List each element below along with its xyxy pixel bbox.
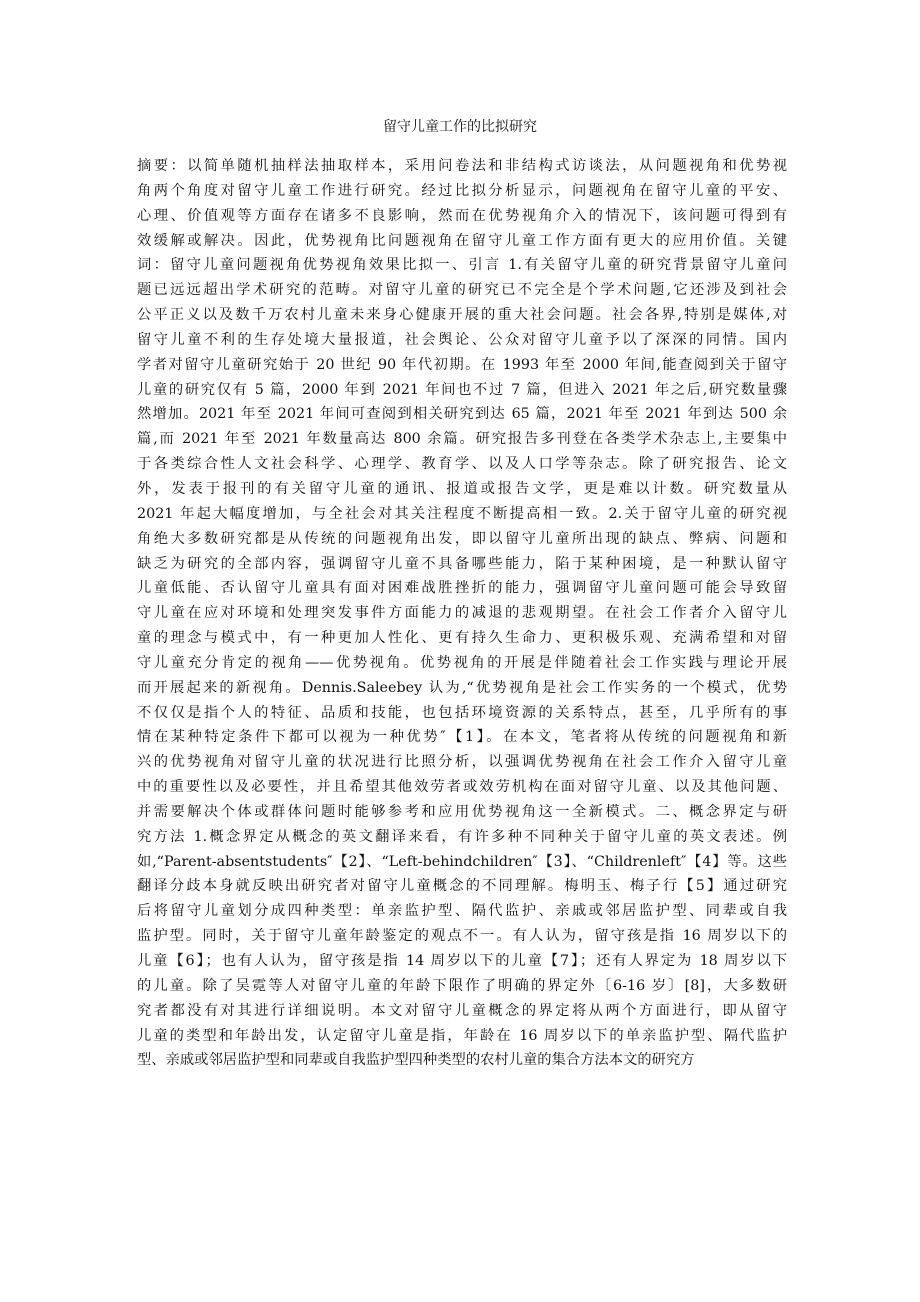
text-line: 学者对留守儿童研究始于 20 世纪 90 年代初期。在 1993 年至 2000 年间,能查阅到关于留守 [137,356,787,373]
text-line: 守儿童充分肯定的视角——优势视角。优势视角的开展是伴随着社会工作实践与理论开展 [137,654,787,671]
text-line: 留守儿童不利的生存处境大量报道，社会舆论、公众对留守儿童予以了深深的同情。国内 [137,331,787,348]
text-line: 摘要：以简单随机抽样法抽取样本，采用问卷法和非结构式访谈法，从问题视角和优势视 [137,158,787,174]
text-line: 缺乏为研究的全部内容，强调留守儿童不具备哪些能力，陷于某种困境，是一种默认留守 [137,555,787,572]
text-line: 型、亲戚或邻居监护型和同辈或自我监护型四种类型的农村儿童的集合方法本文的研究方 [137,1052,695,1069]
text-line: 2021 年起大幅度增加，与全社会对其关注程度不断提高相一致。2.关于留守儿童的研究视 [137,505,787,522]
text-line: 不仅仅是指个人的特征、品质和技能，也包括环境资源的关系特点，甚至，几乎所有的事 [137,704,787,721]
text-line: 然增加。2021 年至 2021 年间可查阅到相关研究到达 65 篇，2021 年至 2021 年到达 500 余 [137,406,787,423]
text-line: 而开展起来的新视角。Dennis.Saleebey 认为,“优势视角是社会工作实务的一个模式，优势 [137,679,787,696]
text-line: 儿童低能、否认留守儿童具有面对困难战胜挫折的能力，强调留守儿童问题可能会导致留 [137,580,787,597]
text-line: 心理、价值观等方面存在诸多不良影响，然而在优势视角介入的情况下，该问题可得到有 [137,207,787,224]
text-line: 于各类综合性人文社会科学、心理学、教育学、以及人口学等杂志。除了研究报告、论文 [137,456,787,473]
text-line: 外，发表于报刊的有关留守儿童的通讯、报道或报告文学，更是难以计数。研究数量从 [137,480,787,497]
text-line: 兴的优势视角对留守儿童的状况进行比照分析，以强调优势视角在社会工作介入留守儿童 [137,754,787,771]
document-body [137,154,787,1073]
text-line: 情在某种特定条件下都可以视为一种优势″【1】。在本文，笔者将从传统的问题视角和新 [137,729,787,746]
text-line: 题已远远超出学术研究的范畴。对留守儿童的研究已不完全是个学术问题,它还涉及到社会 [137,282,787,299]
text-line: 童的理念与模式中，有一种更加人性化、更有持久生命力、更积极乐观、充满希望和对留 [137,630,787,647]
text-line: 的儿童。除了吴霓等人对留守儿童的年龄下限作了明确的界定外〔6-16 岁〕[8]，大多数研 [137,977,787,994]
text-line: 守儿童在应对环境和处理突发事件方面能力的减退的悲观期望。在社会工作者介入留守儿 [137,605,787,622]
text-line: 翻译分歧本身就反映出研究者对留守儿童概念的不同理解。梅明玉、梅子行【5】通过研究 [137,878,787,895]
text-line: 后将留守儿童划分成四种类型：单亲监护型、隔代监护、亲戚或邻居监护型、同辈或自我 [137,903,787,920]
text-line: 篇,而 2021 年至 2021 年数量高达 800 余篇。研究报告多刊登在各类学术杂志上,主要集中 [137,431,787,448]
text-line: 儿童【6】；也有人认为，留守孩是指 14 周岁以下的儿童【7】；还有人界定为 18 周岁以下 [137,953,787,969]
text-line: 角两个角度对留守儿童工作进行研究。经过比拟分析显示，问题视角在留守儿童的平安、 [137,182,787,199]
text-line: 并需要解决个体或群体问题时能够参考和应用优势视角这一全新模式。二、概念界定与研 [137,803,787,820]
text-line: 如,“Parent-absentstudents″【2】、“Left-behindchildren″【3】、“Childrenleft″【4】等。这些 [137,853,787,870]
text-line: 究者都没有对其进行详细说明。本文对留守儿童概念的界定将从两个方面进行，即从留守 [137,1002,787,1019]
document-title: 留守儿童工作的比拟研究 [383,119,537,135]
text-line: 效缓解或解决。因此，优势视角比问题视角在留守儿童工作方面有更大的应用价值。关键 [137,232,787,249]
text-line: 儿童的类型和年龄出发，认定留守儿童是指，年龄在 16 周岁以下的单亲监护型、隔代监护 [137,1027,787,1044]
text-line: 儿童的研究仅有 5 篇，2000 年到 2021 年间也不过 7 篇，但进入 2021 年之后,研究数量骤 [137,381,787,398]
text-line: 究方法 1.概念界定从概念的英文翻译来看，有许多种不同种关于留守儿童的英文表述。例 [137,828,787,845]
text-line: 监护型。同时，关于留守儿童年龄鉴定的观点不一。有人认为，留守孩是指 16 周岁以下的 [137,928,787,945]
text-line: 中的重要性以及必要性，并且希望其他效劳者或效劳机构在面对留守儿童、以及其他问题、 [137,779,787,796]
text-line: 公平正义以及数千万农村儿童未来身心健康开展的重大社会问题。社会各界,特别是媒体,对 [137,307,787,324]
text-line: 词：留守儿童问题视角优势视角效果比拟一、引言 1.有关留守儿童的研究背景留守儿童问 [137,257,787,274]
text-line: 角绝大多数研究都是从传统的问题视角出发，即以留守儿童所出现的缺点、弊病、问题和 [137,530,787,547]
